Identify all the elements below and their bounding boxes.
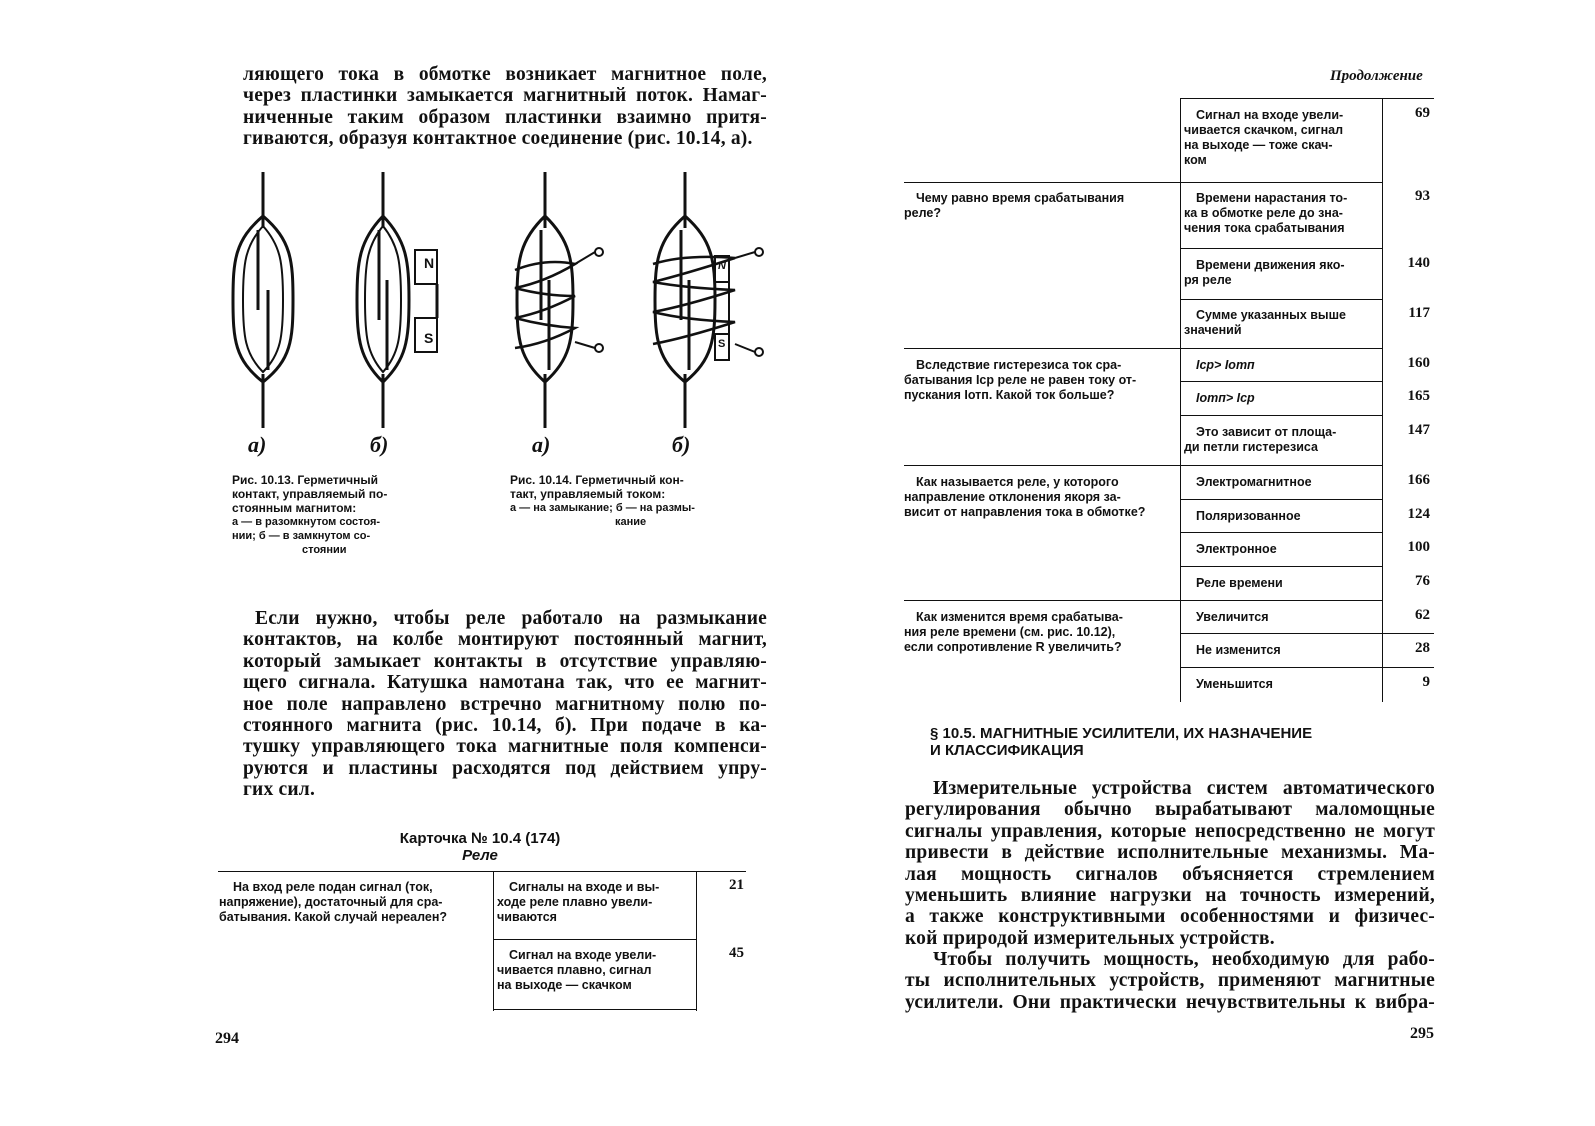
answer-line: Электронное bbox=[1196, 542, 1277, 556]
answer-line: Сигнал на входе увели- bbox=[1196, 108, 1344, 122]
table-rule bbox=[493, 939, 696, 940]
top-paragraph bbox=[243, 64, 767, 150]
answer-line: Сигналы на входе и вы- bbox=[509, 880, 660, 894]
table-answer bbox=[1184, 425, 1336, 455]
figure-label: а) bbox=[532, 432, 551, 457]
card-answer bbox=[497, 880, 659, 925]
reed-contact-closed-figure bbox=[357, 172, 437, 428]
figure-label: б) bbox=[370, 432, 389, 457]
answer-line: значений bbox=[1184, 323, 1242, 337]
answer-code: 160 bbox=[1407, 355, 1430, 371]
text-line: ты исполнительных устройств, применяют магнитные bbox=[905, 970, 1435, 992]
question-line: Как изменится время срабатыва- bbox=[916, 610, 1123, 624]
caption-line: стоянным магнитом: bbox=[232, 501, 357, 515]
text-line: контактов, на колбе монтируют постоянный магнит, bbox=[243, 629, 767, 651]
text-line: тушку управляющего тока магнитные поля компенси- bbox=[243, 736, 767, 758]
text-line: лая мощность сигналов объясняется стремлением bbox=[905, 863, 1435, 885]
table-rule bbox=[1180, 98, 1181, 702]
table-rule bbox=[493, 1009, 696, 1010]
answer-line: Iср> Iотп bbox=[1196, 358, 1255, 372]
heading-line: § 10.5. МАГНИТНЫЕ УСИЛИТЕЛИ, ИХ НАЗНАЧЕНИЕ bbox=[930, 725, 1313, 742]
table-answer bbox=[1184, 108, 1343, 168]
text-line: Если нужно, чтобы реле работало на размыкание bbox=[255, 608, 767, 629]
answer-code: 69 bbox=[1415, 105, 1430, 121]
card-question bbox=[219, 880, 447, 925]
answer-line: Увеличится bbox=[1196, 610, 1269, 624]
table-answer bbox=[1184, 643, 1281, 658]
figure-label: б) bbox=[672, 432, 691, 457]
answer-line: Времени нарастания то- bbox=[1196, 191, 1348, 205]
heading-line: И КЛАССИФИКАЦИЯ bbox=[930, 742, 1084, 759]
table-rule bbox=[493, 871, 494, 1011]
answer-line: ка в обмотке реле до зна- bbox=[1184, 206, 1343, 220]
text-line: Чтобы получить мощность, необходимую для рабо- bbox=[933, 949, 1435, 970]
question-line: Чему равно время срабатывания bbox=[916, 191, 1125, 205]
text-line: который замыкает контакты в отсутствие управляю- bbox=[243, 650, 767, 672]
question-line: Вследствие гистерезиса ток сра- bbox=[916, 358, 1122, 372]
answer-code: 28 bbox=[1415, 640, 1430, 656]
answer-line: Уменьшится bbox=[1196, 677, 1273, 691]
table-rule bbox=[1180, 667, 1434, 668]
answer-code: 93 bbox=[1415, 188, 1430, 204]
table-answer bbox=[1184, 358, 1255, 373]
figure-10-14-caption bbox=[510, 473, 760, 529]
answer-code: 62 bbox=[1415, 607, 1430, 623]
answer-line: ходе реле плавно увели- bbox=[497, 895, 653, 909]
table-answer bbox=[1184, 308, 1346, 338]
text-line: ное поле направлено встречно магнитному полю по- bbox=[243, 693, 767, 715]
section-heading bbox=[930, 725, 1312, 759]
text-line: гиваются, образуя контактное соединение (рис. 10.14, а). bbox=[243, 128, 753, 150]
caption-line: а — в разомкнутом состоя- bbox=[232, 516, 381, 528]
caption-line: такт, управляемый током: bbox=[510, 487, 666, 501]
question-line: реле? bbox=[904, 206, 941, 220]
question-line: На вход реле подан сигнал (ток, bbox=[233, 880, 433, 894]
figure-label: а) bbox=[248, 432, 267, 457]
table-rule bbox=[1180, 299, 1382, 300]
answer-code: 117 bbox=[1408, 305, 1430, 321]
text-line: щего сигнала. Катушка намотана так, что ее магнит- bbox=[243, 672, 767, 694]
answer-code: 147 bbox=[1407, 422, 1430, 438]
paragraph-2 bbox=[905, 949, 1435, 1013]
text-line: регулирования обычно вырабатывают маломощные bbox=[905, 799, 1435, 821]
text-line: Измерительные устройства систем автоматического bbox=[933, 778, 1435, 799]
answer-line: Это зависит от площа- bbox=[1196, 425, 1337, 439]
answer-line: Не изменится bbox=[1196, 643, 1281, 657]
reed-contact-figures bbox=[215, 160, 785, 450]
right-page bbox=[800, 0, 1595, 1126]
question-line: Как называется реле, у которого bbox=[916, 475, 1119, 489]
table-question bbox=[904, 358, 1136, 403]
main-paragraph bbox=[243, 608, 767, 801]
answer-code: 21 bbox=[729, 877, 744, 893]
text-line: кой природой измерительных устройств. bbox=[905, 927, 1275, 949]
answer-code: 165 bbox=[1407, 388, 1430, 404]
caption-line: кание bbox=[615, 516, 647, 528]
answer-line: Реле времени bbox=[1196, 576, 1283, 590]
table-question bbox=[904, 191, 1124, 221]
answer-line: на выходе — тоже скач- bbox=[1184, 138, 1333, 152]
table-rule bbox=[1180, 415, 1382, 416]
caption-line: нии; б — в замкнутом со- bbox=[232, 530, 371, 542]
answer-line: чивается скачком, сигнал bbox=[1184, 123, 1344, 137]
table-answer bbox=[1184, 191, 1347, 236]
caption-line: стоянии bbox=[302, 544, 347, 556]
answer-line: Сумме указанных выше bbox=[1196, 308, 1346, 322]
current-controlled-contact-figure bbox=[515, 172, 603, 428]
answer-line: ди петли гистерезиса bbox=[1184, 440, 1318, 454]
question-line: висит от направления тока в обмотке? bbox=[904, 505, 1146, 519]
table-rule bbox=[1180, 499, 1382, 500]
magnet-letter-s: S bbox=[718, 338, 726, 350]
question-line: пускания Iотп. Какой ток больше? bbox=[904, 388, 1115, 402]
magnet-letter-s: S bbox=[424, 330, 434, 346]
figure-10-13-caption bbox=[232, 473, 432, 557]
answer-line: Сигнал на входе увели- bbox=[509, 948, 657, 962]
text-line: стоянного магнита (рис. 10.14, б). При подаче в ка- bbox=[243, 715, 767, 737]
table-rule bbox=[904, 348, 1382, 349]
text-line: ниченные таким образом пластинки взаимно притя- bbox=[243, 106, 767, 128]
table-rule bbox=[1180, 248, 1382, 249]
magnet-letter-n: N bbox=[718, 260, 726, 272]
answer-code: 140 bbox=[1407, 255, 1430, 271]
answer-code: 9 bbox=[1422, 674, 1430, 690]
question-line: напряжение), достаточный для сра- bbox=[219, 895, 443, 909]
page-number: 294 bbox=[215, 1030, 239, 1047]
answer-line: ком bbox=[1184, 153, 1207, 167]
text-line: руются и пластины расходятся под действием упру- bbox=[243, 757, 767, 779]
answer-line: Iотп> Iср bbox=[1196, 391, 1255, 405]
question-line: батывания Iср реле не равен току от- bbox=[904, 373, 1137, 387]
table-rule bbox=[1180, 381, 1382, 382]
question-line: направление отклонения якоря за- bbox=[904, 490, 1121, 504]
table-rule bbox=[1180, 633, 1434, 634]
text-line: ляющего тока в обмотке возникает магнитное поле, bbox=[243, 64, 767, 85]
answer-code: 166 bbox=[1407, 472, 1430, 488]
table-question bbox=[904, 610, 1123, 655]
page-number: 295 bbox=[1410, 1025, 1434, 1042]
card-title-text: Карточка № 10.4 (174) bbox=[399, 830, 561, 847]
caption-line: Рис. 10.13. Герметичный bbox=[232, 473, 378, 487]
card-subtitle: Реле bbox=[462, 847, 498, 864]
answer-code: 45 bbox=[729, 945, 744, 961]
question-line: если сопротивление R увеличить? bbox=[904, 640, 1122, 654]
answer-code: 100 bbox=[1407, 539, 1430, 555]
text-line: сигналы управления, которые непосредственно не могут bbox=[905, 820, 1435, 842]
table-answer bbox=[1184, 677, 1273, 692]
table-answer bbox=[1184, 391, 1255, 406]
text-line: уменьшить влияние нагрузки на точность измерений, bbox=[905, 885, 1435, 907]
table-answer bbox=[1184, 509, 1301, 524]
table-answer bbox=[1184, 475, 1312, 490]
table-rule bbox=[1382, 98, 1383, 702]
table-answer bbox=[1184, 610, 1269, 625]
card-answer bbox=[497, 948, 656, 993]
magnet-letter-n: N bbox=[424, 255, 435, 271]
table-rule bbox=[1180, 532, 1382, 533]
table-answer bbox=[1184, 258, 1345, 288]
current-controlled-magnet-contact-figure bbox=[653, 172, 763, 428]
table-answer bbox=[1184, 542, 1277, 557]
answer-code: 124 bbox=[1407, 506, 1430, 522]
table-rule bbox=[904, 465, 1382, 466]
table-rule bbox=[904, 182, 1382, 183]
caption-line: Рис. 10.14. Герметичный кон- bbox=[510, 473, 684, 487]
text-line: гих сил. bbox=[243, 779, 316, 801]
answer-line: Времени движения яко- bbox=[1196, 258, 1345, 272]
answer-line: ря реле bbox=[1184, 273, 1232, 287]
table-rule bbox=[218, 871, 746, 872]
answer-code: 76 bbox=[1415, 573, 1430, 589]
card-title bbox=[380, 830, 580, 864]
table-rule bbox=[1180, 566, 1382, 567]
table-rule bbox=[904, 600, 1382, 601]
question-line: батывания. Какой случай нереален? bbox=[219, 910, 448, 924]
text-line: через пластинки замыкается магнитный поток. Намаг- bbox=[243, 85, 767, 107]
answer-line: Поляризованное bbox=[1196, 509, 1301, 523]
text-line: а также конструктивными особенностями и физичес- bbox=[905, 906, 1435, 928]
answer-line: чиваются bbox=[497, 910, 557, 924]
paragraph-1 bbox=[905, 778, 1435, 949]
question-line: ния реле времени (см. рис. 10.12), bbox=[904, 625, 1116, 639]
answer-line: на выходе — скачком bbox=[497, 978, 632, 992]
answer-line: чивается плавно, сигнал bbox=[497, 963, 652, 977]
reed-contact-open-figure bbox=[233, 172, 293, 428]
table-rule bbox=[696, 871, 697, 1011]
text-line: привести в действие исполнительные механизмы. Ма- bbox=[905, 842, 1435, 864]
caption-line: а — на замыкание; б — на размы- bbox=[510, 502, 695, 514]
text-line: усилители. Они практически нечувствительны к вибра- bbox=[905, 991, 1435, 1013]
table-rule bbox=[1180, 98, 1434, 99]
caption-line: контакт, управляемый по- bbox=[232, 487, 388, 501]
table-answer bbox=[1184, 576, 1283, 591]
continuation-label: Продолжение bbox=[1330, 68, 1423, 84]
table-question bbox=[904, 475, 1145, 520]
answer-line: чения тока срабатывания bbox=[1184, 221, 1345, 235]
answer-line: Электромагнитное bbox=[1196, 475, 1312, 489]
